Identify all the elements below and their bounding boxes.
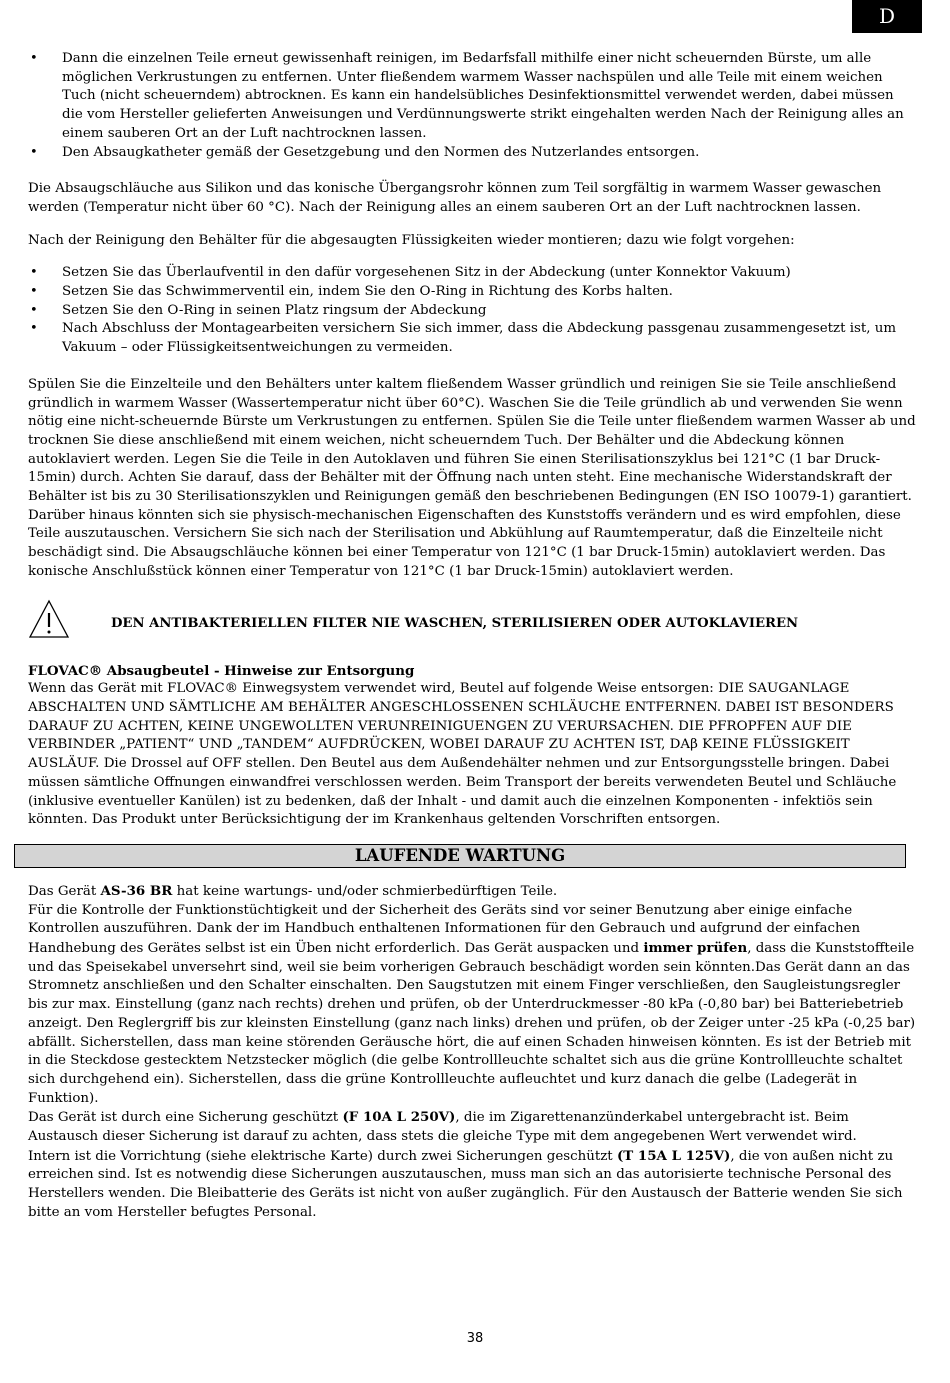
maintenance-intro: Das Gerät AS-36 BR hat keine wartungs- und/oder schmierbedürftigen Teile. (28, 882, 558, 899)
paragraph-sterilize: Spülen Sie die Einzelteile und den Behälters unter kaltem fließendem Wasser gründlich und reinigen Sie sie Teile anschließend gründlich in warmem Wasser (Wassertemperatur nicht über 60°C). Waschen Sie die Teile gründlich ab und verwenden Sie wenn nötig eine nicht-scheuernde Bürste um Verkrustungen zu entfernen. Spülen Sie die Teile unter fließendem warmen Wasser ab und trocknen Sie diese anschließend mit einem weichen, nicht scheuerndem Tuch. Der Behälter und die Abdeckung können autoklaviert werden. Legen Sie die Teile in den Autoklaven und führen Sie einen Sterilisationszyklus bei 121°C (1 bar Druck-15min) durch. Achten Sie darauf, dass der Behälter mit der Öffnung nach unten steht. Eine mechanische Widerstandskraft der Behälter ist bis zu 30 Sterilisationszyklen und Reinigungen gemäß den beschriebenen Bedingungen (EN ISO 10079-1) garantiert. Darüber hinaus könnten sich sie physisch-mechanischen Eigenschaften des Kunststoffs verändern und es wird empfohlen, diese Teile auszutauschen. Versichern Sie sich nach der Sterilisation und Abkühlung auf Raumtemperatur, daß die Einzelteile nicht beschädigt sind. Die Absaugschläuche können bei einer Temperatur von 121°C (1 bar Druck-15min) autoklaviert werden. Das konische Anschlußstück können einer Temperatur von 121°C (1 bar Druck-15min) autoklaviert werden. (28, 376, 916, 579)
warning-notice (28, 598, 918, 648)
page-number: 38 (466, 1331, 484, 1346)
flovac-heading: FLOVAC® Absaugbeutel - Hinweise zur Entsorgung (28, 662, 415, 679)
warning-text: DEN ANTIBAKTERIELLEN FILTER NIE WASCHEN, STERILISIEREN ODER AUTOKLAVIEREN (111, 615, 799, 631)
language-tab: D (852, 0, 922, 33)
maintenance-fuse-internal: Intern ist die Vorrichtung (siehe elektrische Karte) durch zwei Sicherungen geschützt (T 15A L 125V), die von außen nicht zu erreichen sind. Ist es notwendig diese Sicherungen auszutauschen, muss man sich an das autorisierte technische Personal des Herstellers wenden. Die Bleibatterie des Geräts ist nicht von außer zugänglich. Für den Austausch der Batterie wenden Sie sich bitte an vom Hersteller befugtes Personal. (28, 1147, 903, 1220)
warning-triangle-icon (28, 598, 70, 640)
page-content (28, 50, 918, 1223)
maintenance-fuse-external: Das Gerät ist durch eine Sicherung geschützt (F 10A L 250V), die im Zigarettenanzünderkabel untergebracht ist. Beim Austausch dieser Sicherung ist darauf zu achten, dass stets die gleiche Type mit dem angegebenen Wert verwendet wird. (28, 1109, 857, 1145)
list-item: • Setzen Sie das Schwimmerventil ein, indem Sie den O-Ring in Richtung des Korbs halten. (28, 283, 918, 302)
list-item: • Setzen Sie das Überlaufventil in den dafür vorgesehenen Sitz in der Abdeckung (unter Konnektor Vakuum) (28, 264, 918, 283)
paragraph-reassemble: Nach der Reinigung den Behälter für die abgesaugten Flüssigkeiten wieder montieren; dazu wie folgt vorgehen: (28, 232, 795, 248)
fuse-spec: (F 10A L 250V) (342, 1109, 456, 1126)
list-item: • Den Absaugkatheter gemäß der Gesetzgebung und den Normen des Nutzerlandes entsorgen. (28, 144, 918, 163)
list-item: • Setzen Sie den O-Ring in seinen Platz ringsum der Abdeckung (28, 302, 918, 321)
assembly-bullet-list (28, 264, 918, 358)
maintenance-checks: Für die Kontrolle der Funktionstüchtigkeit und der Sicherheit des Geräts sind vor seiner Benutzung aber einige einfache Kontrollen auszuführen. Dank der im Handbuch enthaltenen Informationen für den Gebrauch und aufgrund der einfachen Handhebung des Gerätes selbst ist ein Üben nicht erforderlich. Das Gerät auspacken und immer prüfen, dass die Kunststoffteile und das Speisekabel unversehrt sind, weil sie beim vorherigen Gebrauch beschädigt worden sein könnten.Das Gerät dann an das Stromnetz anschließen und den Schalter einschalten. Den Saugstutzen mit einem Finger verschließen, den Saugleistungsregler bis zur max. Einstellung (ganz nach rechts) drehen und prüfen, ob der Unterdruckmesser -80 kPa (-0,80 bar) bei Batteriebetrieb anzeigt. Den Reglergriff bis zur kleinsten Einstellung (ganz nach links) drehen und prüfen, ob der Zeiger unter -25 kPa (-0,25 bar) abfällt. Sicherstellen, dass man keine störenden Geräusche hört, die auf einen Schaden hinweisen könnten. Es ist der Betrieb mit in die Steckdose gestecktem Netzstecker möglich (die gelbe Kontrollleuchte schaltet sich aus die grüne Kontrollleuchte schaltet sich durchgehend ein). Sicherstellen, dass die grüne Kontrollleuchte aufleuchtet und kurz danach die gelbe (Ladegerät in Funktion). (28, 902, 916, 1106)
section-title-maintenance: LAUFENDE WARTUNG (14, 844, 906, 868)
fuse-spec: (T 15A L 125V) (616, 1147, 731, 1164)
maintenance-body (28, 882, 918, 1223)
list-item: • Dann die einzelnen Teile erneut gewissenhaft reinigen, im Bedarfsfall mithilfe einer nicht scheuernden Bürste, um alle möglichen Verkrustungen zu entfernen. Unter fließendem warmem Wasser nachspülen und alle Teile mit einem weichen Tuch (nicht scheuerndem) abtrocknen. Es kann ein handelsübliches Desinfektionsmittel verwendet werden, dabei müssen die vom Hersteller gelieferten Anweisungen und Verdünnungswerte strikt eingehalten werden Nach der Reinigung alles an einem sauberen Ort an der Luft nachtrocknen lassen. (28, 50, 918, 144)
cleaning-bullet-list (28, 50, 918, 162)
list-item: • Nach Abschluss der Montagearbeiten versichern Sie sich immer, dass die Abdeckung passgenau zusammengesetzt ist, um Vakuum – oder Flüssigkeitsentweichungen zu vermeiden. (28, 320, 918, 357)
emphasis-text: immer prüfen (643, 940, 748, 957)
flovac-body: Wenn das Gerät mit FLOVAC® Einwegsystem verwendet wird, Beutel auf folgende Weise entsorgen: DIE SAUGANLAGE ABSCHALTEN UND SÄMTLICHE AM BEHÄLTER ANGESCHLOSSENEN SCHLÄUCHE ENTFERNEN. DABEI IST BESONDERS DARAUF ZU ACHTEN, KEINE UNGEWOLLTEN VERUNREINIGUENGEN ZU VERURSACHEN. DIE PFROPFEN AUF DIE VERBINDER „PATIENT“ UND „TANDEM“ AUFDRÜCKEN, WOBEI DARAUF ZU ACHTEN IST, DAβ KEINE FLÜSSIGKEIT AUSLÄUF. Die Drossel auf OFF stellen. Den Beutel aus dem Außendehälter nehmen und zur Entsorgungsstelle bringen. Dabei müssen sämtliche Offnungen einwandfrei verschlossen werden. Beim Transport der bereits verwendeten Beutel und Schläuche (inklusive eventueller Kanülen) ist zu bedenken, daß der Inhalt - und damit auch die einzelnen Komponenten - infektiös sein könnten. Das Produkt unter Berücksichtigung der im Krankenhaus geltenden Vorschriften entsorgen. (28, 681, 897, 828)
model-name: AS-36 BR (100, 882, 173, 899)
paragraph-hoses: Die Absaugschläuche aus Silikon und das konische Übergangsrohr können zum Teil sorgfältig in warmem Wasser gewaschen werden (Temperatur nicht über 60 °C). Nach der Reinigung alles an einem sauberen Ort an der Luft nachtrocknen lassen. (28, 181, 882, 215)
